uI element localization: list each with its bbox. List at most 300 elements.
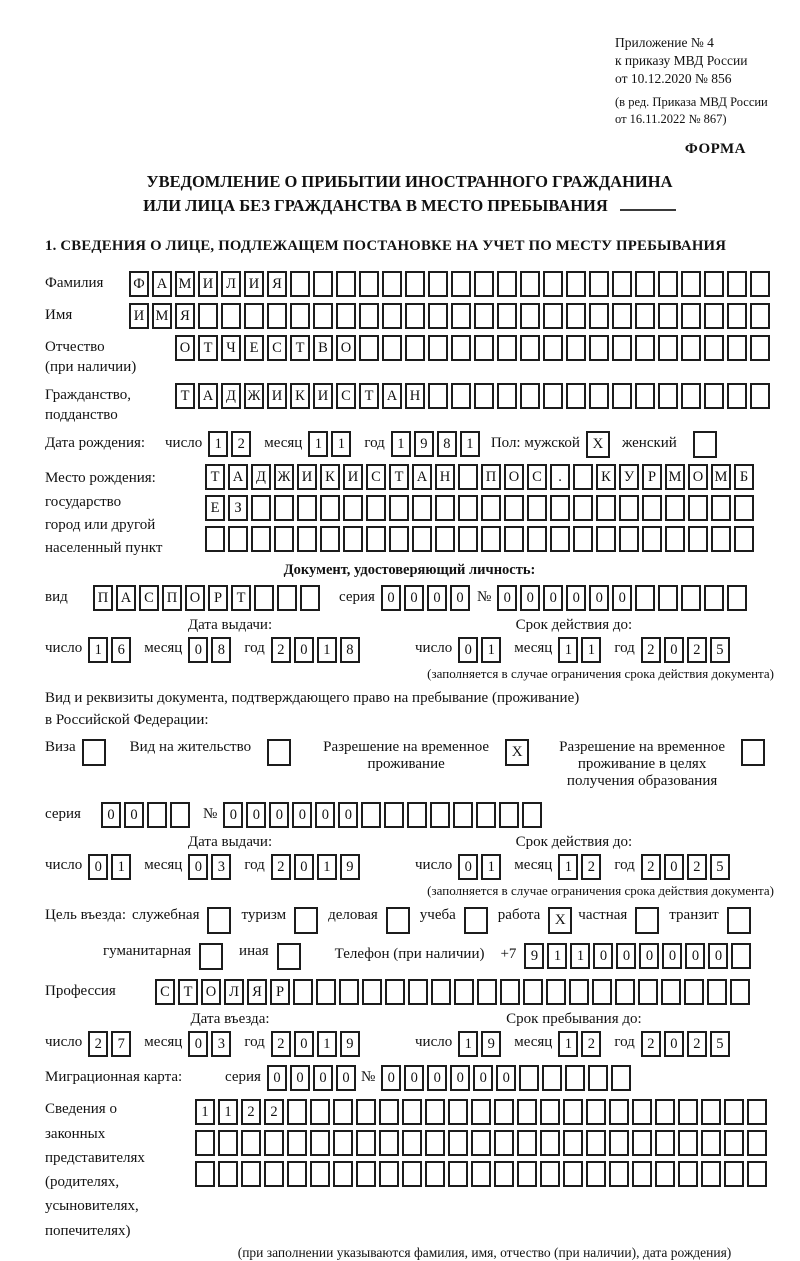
char-cell[interactable] (297, 526, 317, 552)
char-cell[interactable]: Р (642, 464, 662, 490)
char-cell[interactable] (586, 1161, 606, 1187)
char-cell[interactable] (310, 1130, 330, 1156)
char-cell[interactable]: О (185, 585, 205, 611)
char-cell[interactable] (632, 1130, 652, 1156)
char-cell[interactable] (287, 1161, 307, 1187)
char-cell[interactable]: 0 (427, 585, 447, 611)
char-cell[interactable] (642, 526, 662, 552)
char-cell[interactable] (635, 335, 655, 361)
char-cell[interactable] (297, 495, 317, 521)
char-cell[interactable] (494, 1099, 514, 1125)
char-cell[interactable] (681, 585, 701, 611)
char-cell[interactable]: Я (267, 271, 287, 297)
char-cell[interactable] (402, 1161, 422, 1187)
char-cell[interactable]: 1 (391, 431, 411, 457)
char-cell[interactable]: С (527, 464, 547, 490)
char-cell[interactable] (405, 303, 425, 329)
char-cell[interactable] (290, 271, 310, 297)
char-cell[interactable]: Т (198, 335, 218, 361)
char-cell[interactable] (711, 495, 731, 521)
char-cell[interactable]: 0 (543, 585, 563, 611)
char-cell[interactable] (425, 1099, 445, 1125)
char-cell[interactable] (609, 1099, 629, 1125)
char-cell[interactable] (343, 526, 363, 552)
char-cell[interactable]: 1 (481, 854, 501, 880)
char-cell[interactable] (566, 335, 586, 361)
char-cell[interactable] (681, 335, 701, 361)
char-cell[interactable] (711, 526, 731, 552)
char-cell[interactable] (218, 1130, 238, 1156)
char-cell[interactable]: 3 (211, 1031, 231, 1057)
char-cell[interactable] (635, 383, 655, 409)
char-cell[interactable] (366, 526, 386, 552)
char-cell[interactable] (221, 303, 241, 329)
char-cell[interactable]: 0 (269, 802, 289, 828)
char-cell[interactable] (474, 271, 494, 297)
char-cell[interactable] (320, 495, 340, 521)
char-cell[interactable]: 9 (524, 943, 544, 969)
sex-male-checkbox[interactable]: X (586, 431, 610, 458)
char-cell[interactable] (264, 1161, 284, 1187)
char-cell[interactable] (612, 383, 632, 409)
char-cell[interactable]: Ж (244, 383, 264, 409)
char-cell[interactable] (658, 335, 678, 361)
char-cell[interactable]: 1 (317, 637, 337, 663)
char-cell[interactable] (727, 585, 747, 611)
char-cell[interactable]: 7 (111, 1031, 131, 1057)
char-cell[interactable]: 0 (338, 802, 358, 828)
char-cell[interactable] (540, 1130, 560, 1156)
char-cell[interactable] (635, 271, 655, 297)
char-cell[interactable] (520, 303, 540, 329)
char-cell[interactable] (611, 1065, 631, 1091)
char-cell[interactable] (244, 303, 264, 329)
purpose-official-checkbox[interactable] (207, 907, 231, 934)
char-cell[interactable] (336, 303, 356, 329)
char-cell[interactable] (724, 1130, 744, 1156)
char-cell[interactable] (655, 1161, 675, 1187)
char-cell[interactable] (431, 979, 451, 1005)
char-cell[interactable] (228, 526, 248, 552)
char-cell[interactable]: 1 (558, 1031, 578, 1057)
char-cell[interactable] (747, 1099, 767, 1125)
char-cell[interactable] (382, 271, 402, 297)
char-cell[interactable] (195, 1161, 215, 1187)
char-cell[interactable]: Д (221, 383, 241, 409)
char-cell[interactable]: Б (734, 464, 754, 490)
char-cell[interactable] (750, 271, 770, 297)
char-cell[interactable] (359, 303, 379, 329)
char-cell[interactable] (727, 303, 747, 329)
char-cell[interactable]: 1 (331, 431, 351, 457)
char-cell[interactable]: С (366, 464, 386, 490)
char-cell[interactable]: 0 (223, 802, 243, 828)
char-cell[interactable]: Е (244, 335, 264, 361)
char-cell[interactable] (267, 303, 287, 329)
char-cell[interactable] (195, 1130, 215, 1156)
char-cell[interactable] (274, 495, 294, 521)
char-cell[interactable] (494, 1161, 514, 1187)
char-cell[interactable]: П (93, 585, 113, 611)
char-cell[interactable] (448, 1161, 468, 1187)
char-cell[interactable]: 0 (313, 1065, 333, 1091)
char-cell[interactable]: О (201, 979, 221, 1005)
char-cell[interactable] (504, 495, 524, 521)
char-cell[interactable]: 2 (641, 1031, 661, 1057)
char-cell[interactable] (339, 979, 359, 1005)
char-cell[interactable]: 0 (496, 1065, 516, 1091)
char-cell[interactable] (293, 979, 313, 1005)
char-cell[interactable]: А (198, 383, 218, 409)
char-cell[interactable]: И (244, 271, 264, 297)
char-cell[interactable] (379, 1099, 399, 1125)
char-cell[interactable]: 0 (566, 585, 586, 611)
char-cell[interactable]: 0 (294, 854, 314, 880)
char-cell[interactable]: О (504, 464, 524, 490)
char-cell[interactable]: 0 (267, 1065, 287, 1091)
char-cell[interactable]: 0 (292, 802, 312, 828)
char-cell[interactable] (609, 1161, 629, 1187)
char-cell[interactable]: 1 (460, 431, 480, 457)
char-cell[interactable] (198, 303, 218, 329)
char-cell[interactable] (615, 979, 635, 1005)
char-cell[interactable] (565, 1065, 585, 1091)
char-cell[interactable] (310, 1099, 330, 1125)
char-cell[interactable] (407, 802, 427, 828)
char-cell[interactable] (619, 526, 639, 552)
char-cell[interactable]: 0 (664, 1031, 684, 1057)
char-cell[interactable]: П (162, 585, 182, 611)
char-cell[interactable] (366, 495, 386, 521)
char-cell[interactable] (497, 335, 517, 361)
char-cell[interactable]: 0 (294, 637, 314, 663)
char-cell[interactable]: 1 (558, 637, 578, 663)
char-cell[interactable]: 1 (195, 1099, 215, 1125)
char-cell[interactable]: 5 (710, 1031, 730, 1057)
char-cell[interactable] (389, 526, 409, 552)
sex-female-checkbox[interactable] (693, 431, 717, 458)
char-cell[interactable] (596, 495, 616, 521)
char-cell[interactable]: 0 (497, 585, 517, 611)
char-cell[interactable] (586, 1130, 606, 1156)
char-cell[interactable] (588, 1065, 608, 1091)
char-cell[interactable]: И (267, 383, 287, 409)
char-cell[interactable] (665, 495, 685, 521)
char-cell[interactable] (750, 303, 770, 329)
char-cell[interactable] (448, 1099, 468, 1125)
char-cell[interactable]: 0 (124, 802, 144, 828)
char-cell[interactable] (612, 303, 632, 329)
char-cell[interactable] (356, 1099, 376, 1125)
char-cell[interactable] (412, 526, 432, 552)
char-cell[interactable] (343, 495, 363, 521)
char-cell[interactable]: К (596, 464, 616, 490)
char-cell[interactable]: Т (359, 383, 379, 409)
char-cell[interactable] (730, 979, 750, 1005)
char-cell[interactable]: Л (221, 271, 241, 297)
char-cell[interactable]: 0 (639, 943, 659, 969)
char-cell[interactable]: 9 (481, 1031, 501, 1057)
char-cell[interactable] (661, 979, 681, 1005)
char-cell[interactable]: Д (251, 464, 271, 490)
char-cell[interactable]: 0 (616, 943, 636, 969)
char-cell[interactable] (333, 1130, 353, 1156)
char-cell[interactable] (704, 383, 724, 409)
char-cell[interactable] (517, 1099, 537, 1125)
char-cell[interactable] (425, 1130, 445, 1156)
char-cell[interactable] (563, 1161, 583, 1187)
temp-residence-checkbox[interactable]: X (505, 739, 529, 766)
char-cell[interactable] (471, 1130, 491, 1156)
char-cell[interactable] (540, 1099, 560, 1125)
char-cell[interactable] (356, 1161, 376, 1187)
char-cell[interactable] (320, 526, 340, 552)
char-cell[interactable] (550, 526, 570, 552)
char-cell[interactable]: 1 (317, 854, 337, 880)
char-cell[interactable]: И (343, 464, 363, 490)
char-cell[interactable]: 8 (211, 637, 231, 663)
char-cell[interactable]: 0 (520, 585, 540, 611)
char-cell[interactable] (481, 526, 501, 552)
char-cell[interactable] (385, 979, 405, 1005)
char-cell[interactable]: 2 (641, 854, 661, 880)
char-cell[interactable]: 0 (450, 1065, 470, 1091)
char-cell[interactable] (550, 495, 570, 521)
purpose-other-checkbox[interactable] (277, 943, 301, 970)
char-cell[interactable]: А (152, 271, 172, 297)
char-cell[interactable] (707, 979, 727, 1005)
char-cell[interactable] (566, 303, 586, 329)
char-cell[interactable] (589, 303, 609, 329)
char-cell[interactable]: 2 (231, 431, 251, 457)
char-cell[interactable] (688, 526, 708, 552)
char-cell[interactable]: В (313, 335, 333, 361)
char-cell[interactable]: 2 (641, 637, 661, 663)
char-cell[interactable] (359, 335, 379, 361)
char-cell[interactable]: Н (435, 464, 455, 490)
char-cell[interactable]: 0 (458, 637, 478, 663)
char-cell[interactable]: 0 (336, 1065, 356, 1091)
char-cell[interactable] (523, 979, 543, 1005)
char-cell[interactable] (747, 1161, 767, 1187)
char-cell[interactable] (471, 1099, 491, 1125)
char-cell[interactable] (458, 495, 478, 521)
char-cell[interactable]: И (129, 303, 149, 329)
char-cell[interactable] (471, 1161, 491, 1187)
char-cell[interactable] (379, 1161, 399, 1187)
char-cell[interactable] (517, 1130, 537, 1156)
char-cell[interactable] (497, 271, 517, 297)
char-cell[interactable] (428, 271, 448, 297)
char-cell[interactable]: Ж (274, 464, 294, 490)
char-cell[interactable] (481, 495, 501, 521)
char-cell[interactable] (596, 526, 616, 552)
char-cell[interactable] (356, 1130, 376, 1156)
char-cell[interactable] (451, 303, 471, 329)
char-cell[interactable]: 2 (271, 637, 291, 663)
char-cell[interactable]: 0 (88, 854, 108, 880)
char-cell[interactable] (522, 802, 542, 828)
char-cell[interactable] (361, 802, 381, 828)
char-cell[interactable] (336, 271, 356, 297)
char-cell[interactable] (497, 303, 517, 329)
char-cell[interactable] (569, 979, 589, 1005)
char-cell[interactable]: И (198, 271, 218, 297)
char-cell[interactable] (402, 1130, 422, 1156)
char-cell[interactable] (635, 585, 655, 611)
char-cell[interactable] (704, 303, 724, 329)
char-cell[interactable]: Т (231, 585, 251, 611)
char-cell[interactable]: 3 (211, 854, 231, 880)
char-cell[interactable] (389, 495, 409, 521)
char-cell[interactable]: 0 (708, 943, 728, 969)
char-cell[interactable]: 2 (264, 1099, 284, 1125)
char-cell[interactable]: 0 (381, 1065, 401, 1091)
char-cell[interactable] (638, 979, 658, 1005)
char-cell[interactable]: У (619, 464, 639, 490)
char-cell[interactable] (520, 335, 540, 361)
char-cell[interactable] (573, 495, 593, 521)
char-cell[interactable] (517, 1161, 537, 1187)
residence-permit-checkbox[interactable] (267, 739, 291, 766)
char-cell[interactable] (563, 1099, 583, 1125)
char-cell[interactable] (750, 335, 770, 361)
char-cell[interactable] (681, 383, 701, 409)
char-cell[interactable] (241, 1161, 261, 1187)
char-cell[interactable]: Р (270, 979, 290, 1005)
char-cell[interactable]: 0 (188, 854, 208, 880)
char-cell[interactable]: М (152, 303, 172, 329)
char-cell[interactable]: 0 (450, 585, 470, 611)
char-cell[interactable] (681, 303, 701, 329)
char-cell[interactable]: 0 (664, 854, 684, 880)
char-cell[interactable] (313, 303, 333, 329)
char-cell[interactable] (724, 1161, 744, 1187)
char-cell[interactable]: 1 (570, 943, 590, 969)
char-cell[interactable] (727, 383, 747, 409)
char-cell[interactable] (566, 271, 586, 297)
purpose-business-checkbox[interactable] (386, 907, 410, 934)
char-cell[interactable] (251, 495, 271, 521)
char-cell[interactable] (678, 1161, 698, 1187)
char-cell[interactable] (678, 1099, 698, 1125)
char-cell[interactable] (688, 495, 708, 521)
char-cell[interactable]: 2 (271, 1031, 291, 1057)
char-cell[interactable] (408, 979, 428, 1005)
char-cell[interactable] (474, 383, 494, 409)
char-cell[interactable] (681, 271, 701, 297)
char-cell[interactable] (425, 1161, 445, 1187)
char-cell[interactable] (499, 802, 519, 828)
char-cell[interactable] (241, 1130, 261, 1156)
char-cell[interactable] (701, 1161, 721, 1187)
char-cell[interactable] (412, 495, 432, 521)
char-cell[interactable] (300, 585, 320, 611)
char-cell[interactable] (474, 335, 494, 361)
char-cell[interactable] (566, 383, 586, 409)
char-cell[interactable] (287, 1130, 307, 1156)
char-cell[interactable]: 5 (710, 637, 730, 663)
char-cell[interactable]: М (665, 464, 685, 490)
char-cell[interactable] (546, 979, 566, 1005)
char-cell[interactable] (612, 271, 632, 297)
char-cell[interactable] (451, 335, 471, 361)
char-cell[interactable]: 8 (437, 431, 457, 457)
char-cell[interactable]: 0 (290, 1065, 310, 1091)
char-cell[interactable] (734, 495, 754, 521)
char-cell[interactable]: 2 (687, 1031, 707, 1057)
char-cell[interactable]: 0 (662, 943, 682, 969)
char-cell[interactable] (519, 1065, 539, 1091)
char-cell[interactable] (379, 1130, 399, 1156)
char-cell[interactable]: Я (247, 979, 267, 1005)
char-cell[interactable]: Р (208, 585, 228, 611)
char-cell[interactable] (313, 271, 333, 297)
char-cell[interactable] (310, 1161, 330, 1187)
char-cell[interactable] (454, 979, 474, 1005)
char-cell[interactable]: 1 (581, 637, 601, 663)
char-cell[interactable]: 0 (315, 802, 335, 828)
char-cell[interactable] (543, 303, 563, 329)
char-cell[interactable]: М (175, 271, 195, 297)
char-cell[interactable] (658, 303, 678, 329)
char-cell[interactable] (655, 1130, 675, 1156)
char-cell[interactable]: 1 (208, 431, 228, 457)
char-cell[interactable] (724, 1099, 744, 1125)
char-cell[interactable] (543, 335, 563, 361)
char-cell[interactable] (704, 271, 724, 297)
char-cell[interactable] (589, 335, 609, 361)
char-cell[interactable]: Т (178, 979, 198, 1005)
char-cell[interactable] (477, 979, 497, 1005)
char-cell[interactable]: А (412, 464, 432, 490)
char-cell[interactable] (727, 271, 747, 297)
char-cell[interactable] (205, 526, 225, 552)
char-cell[interactable] (731, 943, 751, 969)
char-cell[interactable]: Е (205, 495, 225, 521)
char-cell[interactable]: Ч (221, 335, 241, 361)
char-cell[interactable] (448, 1130, 468, 1156)
char-cell[interactable]: 9 (414, 431, 434, 457)
char-cell[interactable] (251, 526, 271, 552)
char-cell[interactable]: 8 (340, 637, 360, 663)
char-cell[interactable]: 2 (88, 1031, 108, 1057)
char-cell[interactable]: 1 (558, 854, 578, 880)
char-cell[interactable] (750, 383, 770, 409)
char-cell[interactable] (405, 271, 425, 297)
char-cell[interactable] (658, 383, 678, 409)
purpose-work-checkbox[interactable]: X (548, 907, 572, 934)
char-cell[interactable]: К (320, 464, 340, 490)
char-cell[interactable] (658, 585, 678, 611)
char-cell[interactable] (635, 303, 655, 329)
char-cell[interactable] (316, 979, 336, 1005)
char-cell[interactable] (540, 1161, 560, 1187)
char-cell[interactable] (704, 585, 724, 611)
char-cell[interactable] (458, 464, 478, 490)
char-cell[interactable] (612, 335, 632, 361)
char-cell[interactable]: О (175, 335, 195, 361)
char-cell[interactable] (474, 303, 494, 329)
char-cell[interactable]: 0 (473, 1065, 493, 1091)
char-cell[interactable] (435, 526, 455, 552)
char-cell[interactable]: Ф (129, 271, 149, 297)
char-cell[interactable]: 1 (481, 637, 501, 663)
char-cell[interactable]: Т (205, 464, 225, 490)
char-cell[interactable] (619, 495, 639, 521)
char-cell[interactable]: 0 (188, 637, 208, 663)
char-cell[interactable]: С (267, 335, 287, 361)
